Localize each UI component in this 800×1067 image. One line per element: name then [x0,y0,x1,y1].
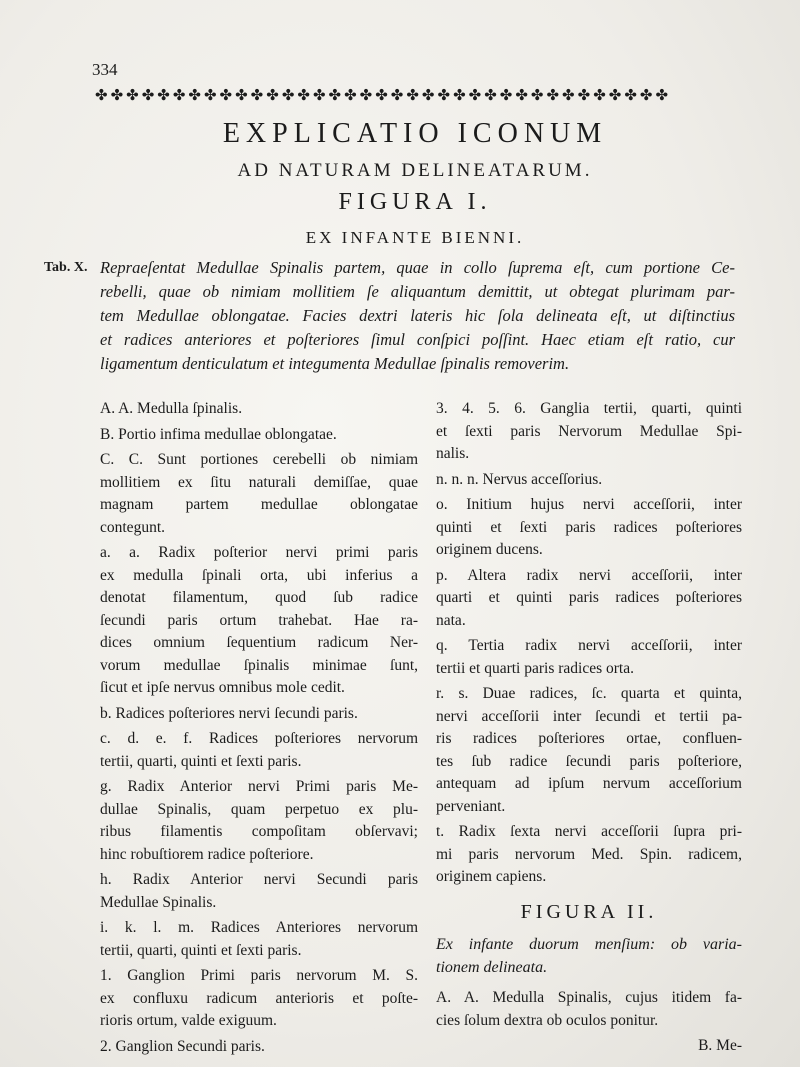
legend-entry [100,398,418,421]
figure2-heading: FIGURA II. [520,900,658,923]
figure-heading: FIGURA I. [338,189,492,215]
legend-entry-line: ribus filamentis compoſitam obſervavi; [100,823,418,840]
figure2-entry-line: A. A. Medulla Spinalis, cujus itidem fa- [436,989,742,1006]
legend-entry-line: 1. Ganglion Primi paris nervorum M. S. [100,967,418,984]
legend-entry-line: et ſexti paris Nervorum Medullae Spi- [436,422,742,440]
legend-entry-line: B. Portio infima medullae oblongatae. [100,425,337,443]
legend-entry-line: i. k. l. m. Radices Anteriores nervorum [100,919,418,936]
legend-entry-line: C. C. Sunt portiones cerebelli ob nimiam [100,451,418,468]
legend-entry-line: originem capiens. [436,868,547,885]
figure2-subtitle-line: tionem delineata. [436,959,548,976]
legend-entry-line: tertii, quarti, quinti et ſexti paris. [100,941,302,959]
legend-entry-line: denotat filamentum, quod ſub radice [100,589,418,606]
legend-entry-line: b. Radices poſteriores nervi ſecundi paris. [100,704,358,722]
legend-entry-line: t. Radix ſexta nervi acceſſorii ſupra pri- [436,823,742,840]
ornament-border: ✤✤✤✤✤✤✤✤✤✤✤✤✤✤✤✤✤✤✤✤✤✤✤✤✤✤✤✤✤✤✤✤✤✤✤✤✤ [95,86,672,104]
legend-entry-line: vorum medullae ſpinalis minimae ſunt, [100,656,418,674]
legend-entry-line: contegunt. [100,518,165,536]
legend-entry-line: dullae Spinalis, quam perpetuo ex plu- [100,800,418,818]
figure-subheading: EX INFANTE BIENNI. [305,228,525,247]
sub-heading: AD NATURAM DELINEATARUM. [237,160,593,181]
legend-entry [100,424,418,447]
legend-entry [100,965,418,1033]
legend-entry-line: tertii, quarti, quinti et ſexti paris. [100,752,302,770]
figure2-entry [436,987,742,1032]
legend-entry [100,917,418,962]
legend-entry-line: quarti et quinti paris radices poſteriores [436,589,742,606]
intro-line: ligamentum denticulatum et integumenta Medullae ſpinalis removerim. [100,354,570,373]
legend-entry-line: nalis. [436,445,470,462]
figure2-entry-line: cies ſolum dextra ob oculos ponitur. [436,1011,659,1029]
legend-entry-line: tertii et quarti paris radices orta. [436,659,634,677]
legend-entry-line: perveniant. [436,797,506,815]
legend-entry-line: tes ſub radice ſecundi paris poſteriore, [436,752,742,770]
figure2-subtitle-line: Ex infante duorum menſium: ob varia- [436,936,742,953]
legend-entry [436,469,742,492]
legend-entry [100,1036,418,1059]
legend-entry-line: ſicut et ipſe nervus omnibus mole cedit. [100,679,345,696]
figure2-subtitle [436,933,742,979]
legend-entry-line: 3. 4. 5. 6. Ganglia tertii, quarti, quinti [436,400,742,417]
legend-entry [100,703,418,726]
legend-entry [436,398,742,466]
legend-entry-line: mi paris nervorum Med. Spin. radicem, [436,845,742,863]
legend-entry [100,542,418,700]
intro-line: et radices anteriores et poſteriores ſimul conſpici poſſint. Haec etiam eſt ratio, cur [100,330,735,349]
legend-entry-line: o. Initium hujus nervi acceſſorii, inter [436,496,742,513]
legend-entry [100,728,418,773]
legend-entry [100,869,418,914]
legend-entry [100,776,418,866]
legend-entry-line: r. s. Duae radices, ſc. quarta et quinta, [436,685,742,702]
legend-entry-line: magnam partem medullae oblongatae [100,496,418,513]
legend-entry-line: 2. Ganglion Secundi paris. [100,1037,265,1055]
legend-entry [436,821,742,889]
intro-line: tem Medullae oblongatae. Facies dextri lateris hic ſola delineata eſt, ut diſtinctius [100,306,735,325]
legend-entry-line: ex medulla ſpinali orta, ubi inferius a [100,566,418,584]
main-heading: EXPLICATIO ICONUM [222,118,608,149]
legend-entry-line: p. Altera radix nervi acceſſorii, inter [436,566,742,584]
legend-entry-line: dices omnium ſequentium radicum Ner- [100,634,418,651]
legend-entry-line: h. Radix Anterior nervi Secundi paris [100,871,418,888]
legend-entry-line: c. d. e. f. Radices poſteriores nervorum [100,730,418,747]
legend-entry-line: ris radices poſteriores ortae, confluen- [436,730,742,747]
legend-entry [436,635,742,680]
legend-entry-line: A. A. Medulla ſpinalis. [100,400,243,417]
legend-entry [436,683,742,818]
intro-line: rebelli, quae ob nimiam mollitiem ſe aliquantum demittit, ut obtegat plurimam par- [100,282,735,301]
legend-entry [436,565,742,633]
left-column [100,398,418,1061]
intro-paragraph [100,256,735,376]
legend-entry-line: hinc robuſtiorem radice poſteriore. [100,845,314,863]
page-number: 334 [92,60,118,79]
legend-entry-line: nervi acceſſorii inter ſecundi et tertii pa- [436,707,742,725]
legend-entry-line: rioris ortum, valde exiguum. [100,1012,277,1029]
legend-entry [436,494,742,562]
catchword: B. Me- [698,1037,742,1054]
legend-entry-line: ex confluxu radicum anterioris et poſte- [100,989,418,1007]
legend-entry-line: originem ducens. [436,541,543,558]
legend-entry [100,449,418,539]
legend-entry-line: ſecundi paris ortum trahebat. Hae ra- [100,611,418,629]
tab-label: Tab. X. [44,260,88,275]
legend-entry-line: quinti et ſexti paris radices poſteriores [436,518,742,536]
legend-entry-line: mollitiem ex ſitu naturali demiſſae, quae [100,473,418,491]
right-column [436,398,742,1058]
legend-entry-line: a. a. Radix poſterior nervi primi paris [100,544,418,561]
legend-entry-line: g. Radix Anterior nervi Primi paris Me- [100,778,418,795]
legend-entry-line: q. Tertia radix nervi acceſſorii, inter [436,637,742,654]
legend-entry-line: n. n. n. Nervus acceſſorius. [436,470,603,488]
intro-line: Repraeſentat Medullae Spinalis partem, quae in collo ſuprema eſt, cum portione Ce- [100,258,735,277]
legend-entry-line: nata. [436,611,466,629]
legend-entry-line: antequam ad ipſum nervum acceſſorium [436,775,742,792]
legend-entry-line: Medullae Spinalis. [100,893,217,911]
